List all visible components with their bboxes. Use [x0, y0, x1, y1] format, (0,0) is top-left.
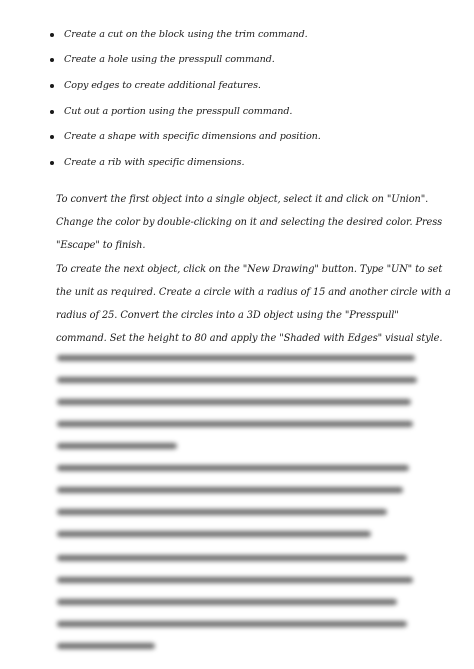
bullet-icon [50, 110, 54, 114]
bullet-text: Cut out a portion using the presspull command. [64, 105, 293, 117]
bullet-item [50, 73, 450, 99]
bullet-icon [50, 33, 54, 37]
bullet-icon [50, 135, 54, 139]
bullet-text: Copy edges to create additional features. [64, 79, 261, 91]
paragraph-union: To convert the first object into a single object, select it and click on "Union". Change the color by double-clicking on it and selecting the desired color. Press "Escape" to finish. [56, 194, 443, 251]
bullet-item [50, 150, 450, 176]
bullet-item [50, 99, 450, 125]
bullet-text: Create a rib with specific dimensions. [64, 156, 245, 168]
bullet-item [50, 22, 450, 48]
bullet-icon [50, 58, 54, 62]
bullet-text: Create a hole using the presspull command. [64, 54, 275, 66]
bullet-list [50, 22, 450, 176]
paragraph-new-drawing: To create the next object, click on the "New Drawing" button. Type "UN" to set the unit as required. Create a circle with a radius of 15 and another circle with a radius of 25. Convert the circles into a 3D object using the "Presspull" command. Set the height to 80 and apply the "Shaded with Edges" visual style. [56, 264, 451, 344]
bullet-icon [50, 161, 54, 165]
bullet-item [50, 48, 450, 74]
bullet-text: Create a cut on the block using the trim command. [64, 28, 308, 40]
bullet-text: Create a shape with specific dimensions and position. [64, 131, 321, 143]
bullet-item [50, 124, 450, 150]
bullet-icon [50, 84, 54, 88]
blurred-text-block [0, 345, 474, 665]
